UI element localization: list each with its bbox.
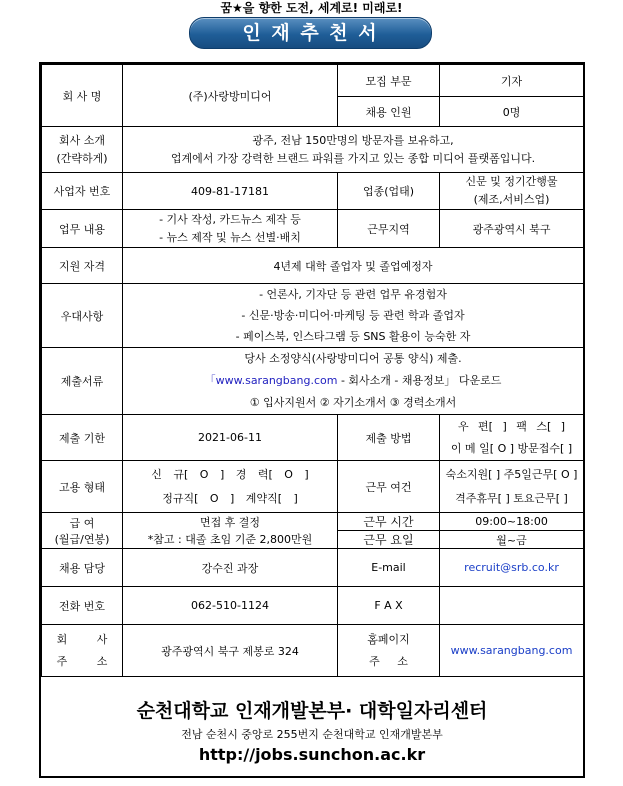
bizno-label: 사업자 번호	[42, 173, 123, 210]
preference-label: 우대사항	[42, 284, 123, 348]
address-value: 광주광역시 북구 제봉로 324	[123, 625, 338, 677]
conditions-label: 근무 여건	[338, 461, 440, 513]
footer-address: 전남 순천시 중앙로 255번지 순천대학교 인재개발본부	[181, 728, 443, 741]
contact-value: 강수진 과장	[123, 549, 338, 587]
phone-label: 전화 번호	[42, 587, 123, 625]
headcount-value: 0명	[440, 97, 584, 127]
headcount-label: 채용 인원	[338, 97, 440, 127]
documents-label: 제출서류	[42, 348, 123, 415]
salary-value: 면접 후 결정 *참고 : 대졸 초임 기준 2,800만원	[123, 513, 338, 549]
deadline-label: 제출 기한	[42, 415, 123, 461]
slogan: 꿈★을 향한 도전, 세계로! 미래로!	[220, 1, 403, 15]
document-title-banner: 인 재 추 천 서	[189, 17, 432, 49]
recommendation-form	[39, 62, 585, 778]
intro-label: 회사 소개 (간략하게)	[42, 127, 123, 173]
company-name: (주)사랑방미디어	[123, 65, 338, 127]
footer-url[interactable]: http://jobs.sunchon.ac.kr	[198, 745, 426, 764]
field-label: 모집 부문	[338, 65, 440, 97]
qualification-value: 4년제 대학 졸업자 및 졸업예정자	[123, 248, 584, 284]
duty-value: - 기사 작성, 카드뉴스 제작 등 - 뉴스 제작 및 뉴스 선별·배치	[123, 210, 338, 248]
contact-label: 채용 담당	[42, 549, 123, 587]
employment-type-value: 신 규[ O ] 경 력[ O ] 정규직[ O ] 계약직[ ]	[123, 461, 338, 513]
days-label: 근무 요일	[338, 531, 440, 549]
company-name-label: 회 사 명	[42, 65, 123, 127]
homepage-label: 홈페이지 주 소	[338, 625, 440, 677]
email-link[interactable]: recruit@srb.co.kr	[440, 549, 584, 587]
hours-value: 09:00~18:00	[440, 513, 584, 531]
footer	[41, 696, 583, 766]
company-intro: 광주, 전남 150만명의 방문자를 보유하고, 업계에서 가장 강력한 브랜드 파워를 가지고 있는 종합 미디어 플랫폼입니다.	[123, 127, 584, 173]
method-value: 우 편[ ] 팩 스[ ] 이 메 일[ O ] 방문접수[ ]	[440, 415, 584, 461]
hours-label: 근무 시간	[338, 513, 440, 531]
qualification-label: 지원 자격	[42, 248, 123, 284]
fax-value	[440, 587, 584, 625]
days-value: 월~금	[440, 531, 584, 549]
bizno-value: 409-81-17181	[123, 173, 338, 210]
email-label: E-mail	[338, 549, 440, 587]
location-value: 광주광역시 북구	[440, 210, 584, 248]
location-label: 근무지역	[338, 210, 440, 248]
documents-value: 당사 소정양식(사랑방미디어 공통 양식) 제출. 「www.sarangbang.com - 회사소개 - 채용정보」 다운로드 ① 입사지원서 ② 자기소개서 ③ 경력소개서	[123, 348, 584, 415]
address-label: 회 사 주 소	[42, 625, 123, 677]
sarangbang-link[interactable]: 「www.sarangbang.com	[204, 374, 338, 387]
footer-org: 순천대학교 인재개발본부· 대학일자리센터	[136, 700, 488, 722]
deadline-value: 2021-06-11	[123, 415, 338, 461]
homepage-link[interactable]: www.sarangbang.com	[440, 625, 584, 677]
phone-value: 062-510-1124	[123, 587, 338, 625]
form-table	[41, 64, 584, 677]
preference-value: - 언론사, 기자단 등 관련 업무 유경험자 - 신문·방송·미디어·마케팅 등 관련 학과 졸업자 - 페이스북, 인스타그램 등 SNS 활용이 능숙한 자	[123, 284, 584, 348]
salary-label: 급 여 (월급/연봉)	[42, 513, 123, 549]
conditions-value: 숙소지원[ ] 주5일근무[ O ] 격주휴무[ ] 토요근무[ ]	[440, 461, 584, 513]
method-label: 제출 방법	[338, 415, 440, 461]
industry-value: 신문 및 정기간행물 (제조,서비스업)	[440, 173, 584, 210]
duty-label: 업무 내용	[42, 210, 123, 248]
fax-label: F A X	[338, 587, 440, 625]
industry-label: 업종(업태)	[338, 173, 440, 210]
employment-type-label: 고용 형태	[42, 461, 123, 513]
field-value: 기자	[440, 65, 584, 97]
